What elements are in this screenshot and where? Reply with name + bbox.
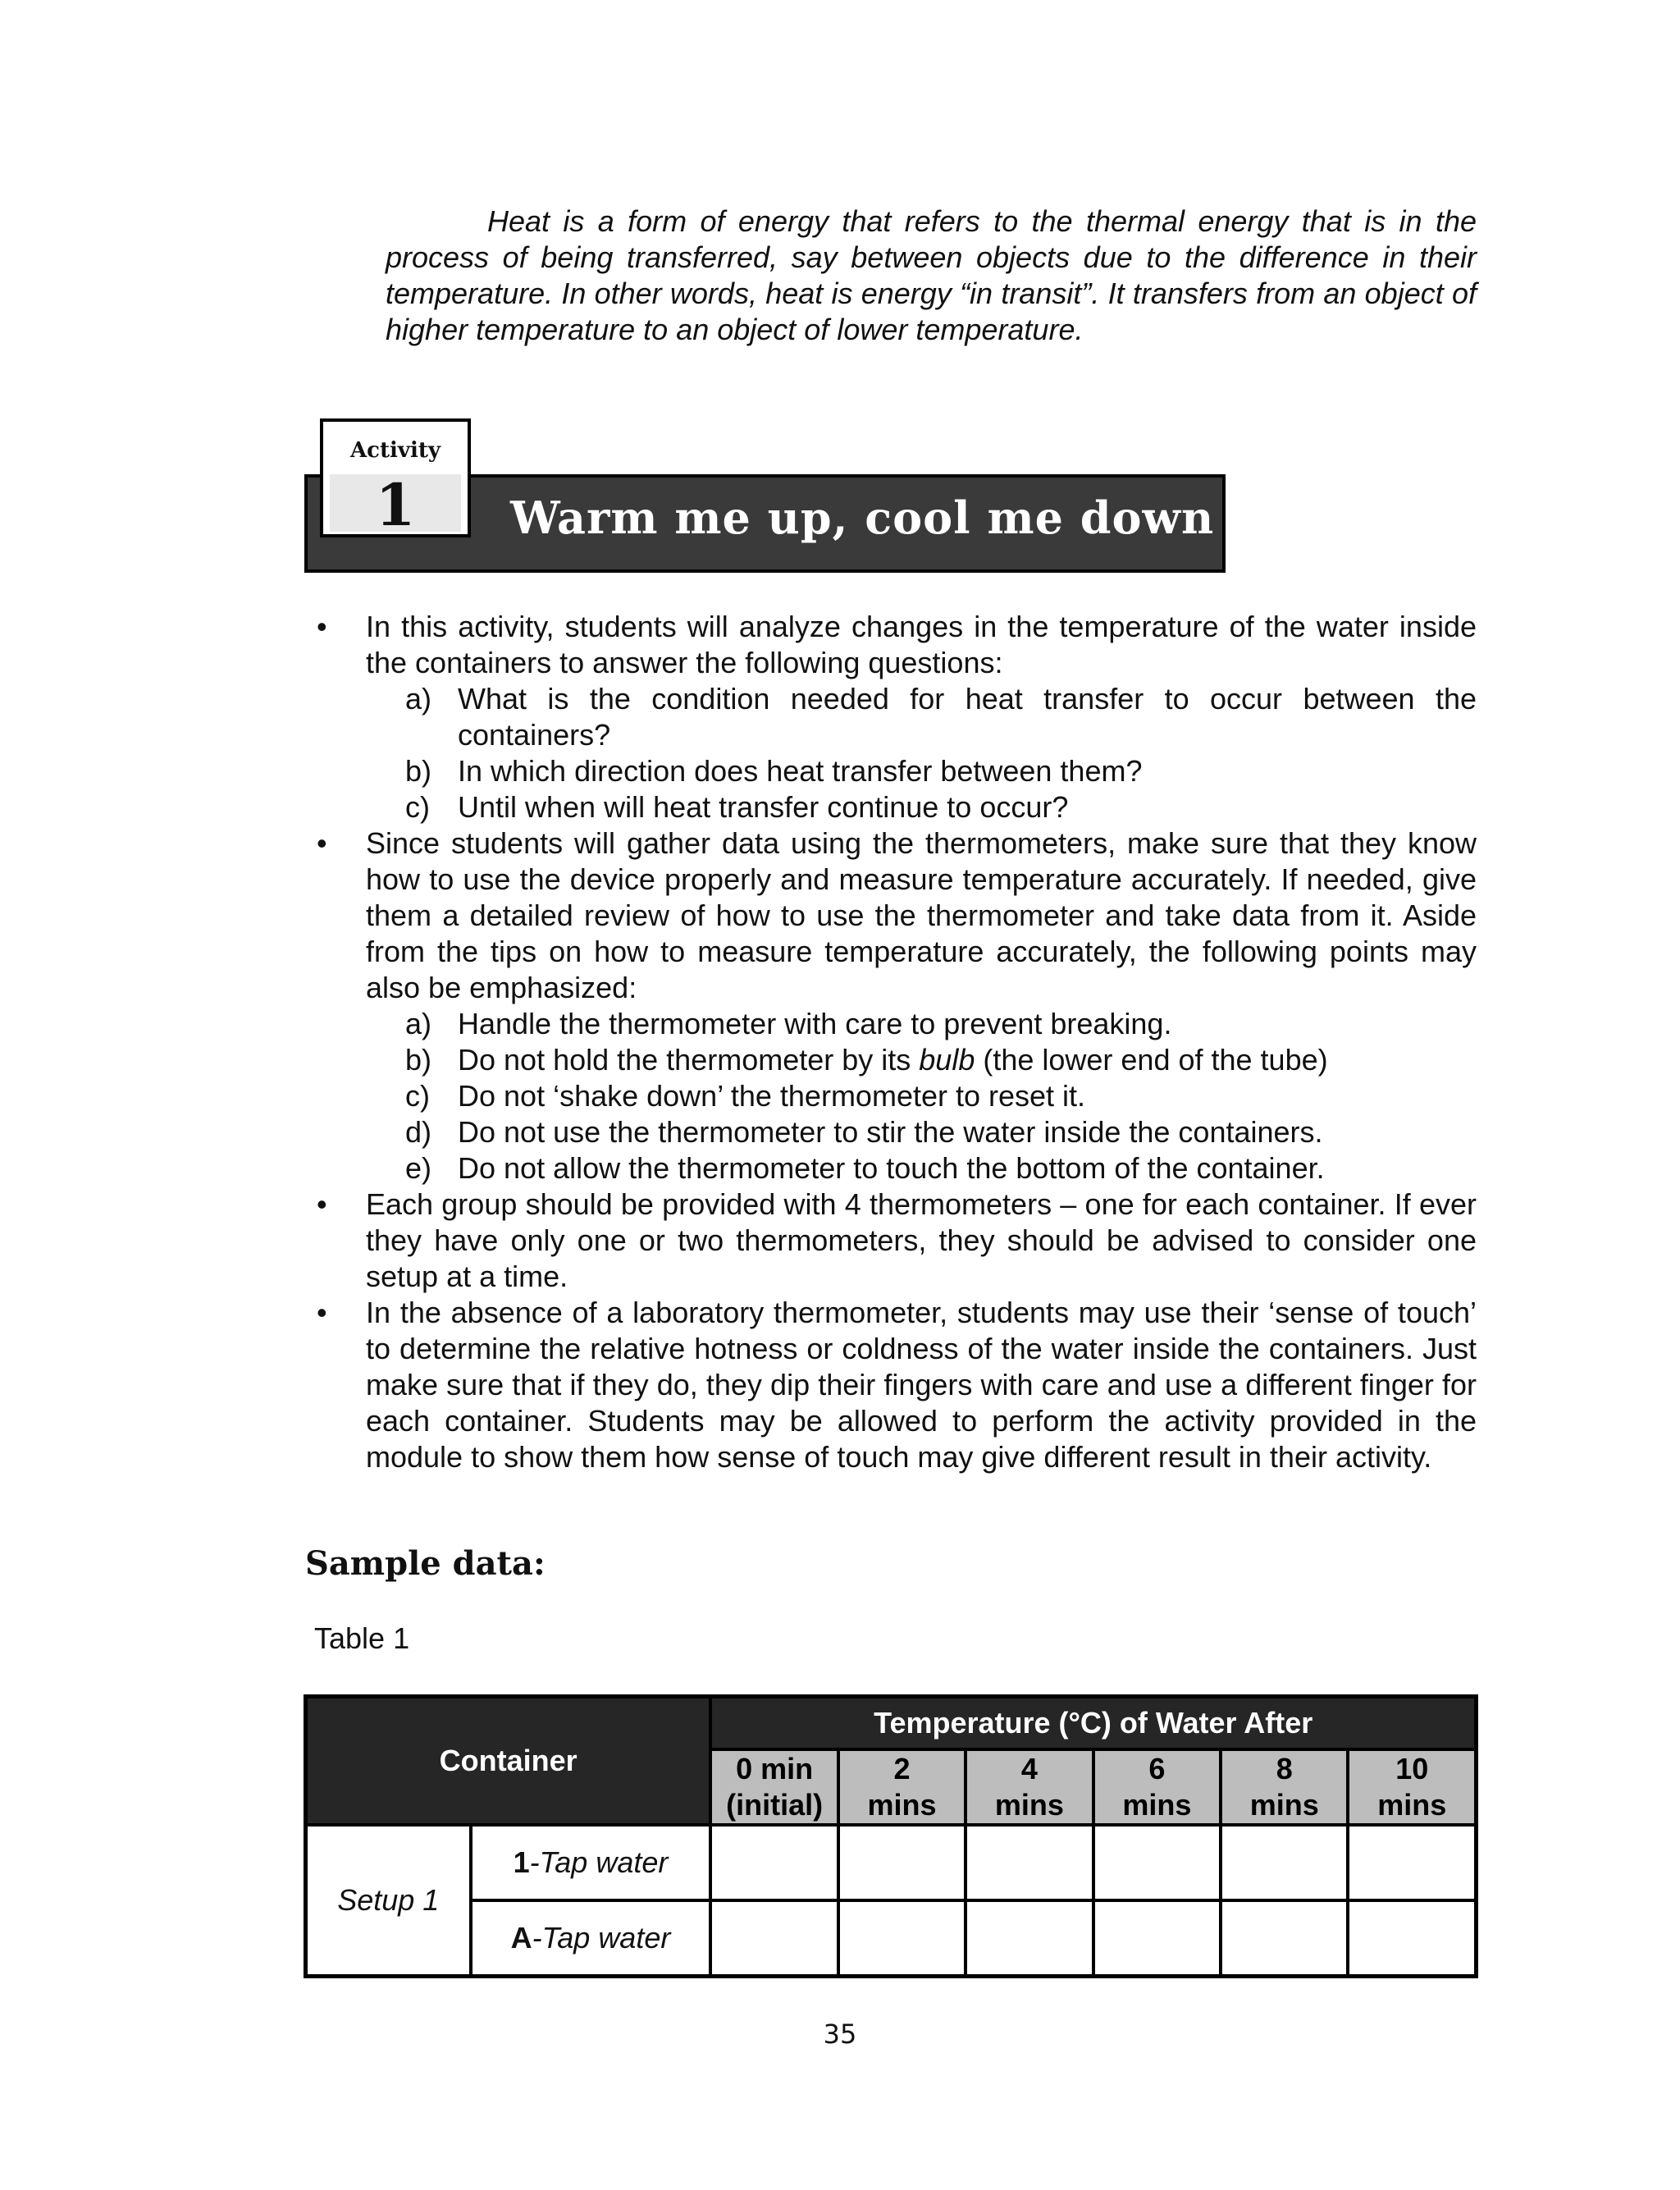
sub-item [405,1006,1477,1042]
bullet-item [317,1295,1477,1475]
activity-title: Warm me up, cool me down [510,491,1215,544]
bullet-item [317,1186,1477,1295]
setup-label: Setup 1 [306,1825,471,1976]
sub-item-text: Do not allow the thermometer to touch the bottom of the container. [458,1151,1325,1185]
bullet-text: In the absence of a laboratory thermometer, students may use their ‘sense of touch’ to determine the relative hotness or coldness of the water inside the containers. Just make sure that if they do, they dip their fingers with care and use a different finger for each container. Students may be allowed to perform the activity provided in the module to show them how sense of touch may give different result in their activity. [366,1296,1477,1474]
sub-item-text: Do not ‘shake down’ the thermometer to reset it. [458,1079,1086,1113]
time-header-line2: (initial) [726,1788,824,1822]
table-caption: Table 1 [314,1621,410,1655]
time-header [1221,1749,1348,1825]
sub-item [405,789,1477,825]
bullet-list [0,609,1680,1475]
sub-item-text: Do not use the thermometer to stir the water inside the containers. [458,1115,1323,1149]
sub-item [405,753,1477,789]
bullet-text: In this activity, students will analyze changes in the temperature of the water inside the containers to answer the following questions: [366,610,1477,679]
sub-item-text-post: (the lower end of the tube) [975,1043,1328,1077]
time-header-line2: mins [994,1788,1064,1822]
time-header [1348,1749,1476,1825]
activity-number: 1 [330,474,461,532]
table-cell [710,1900,838,1976]
sub-item-letter: d) [405,1115,432,1149]
temperature-table [304,1694,1478,1978]
sub-item-text: In which direction does heat transfer between them? [458,754,1143,788]
sub-item [405,1114,1477,1150]
time-header-line1: 2 [893,1752,911,1785]
sub-item-letter: a) [405,682,432,716]
sub-item [405,1042,1477,1078]
sub-item-letter: b) [405,1043,432,1077]
page-number: 35 [823,2019,857,2050]
sub-item-emphasis: bulb [919,1043,975,1077]
time-header [1093,1749,1221,1825]
sub-item-letter: a) [405,1007,432,1040]
time-header-line1: 6 [1148,1752,1166,1785]
time-header-line2: mins [1122,1788,1192,1822]
time-header-line2: mins [1249,1788,1319,1822]
time-header-line1: 10 [1395,1752,1429,1785]
activity-badge [320,418,471,537]
sub-item-text: What is the condition needed for heat transfer to occur between the containers? [458,682,1477,752]
temperature-header: Temperature (°C) of Water After [710,1697,1476,1749]
sub-item [405,681,1477,753]
bullet-icon: • [317,1187,327,1221]
container-row-label [471,1900,711,1976]
bullet-icon: • [317,610,327,643]
time-header-line1: 4 [1020,1752,1038,1785]
sub-item-text: Until when will heat transfer continue to occur? [458,790,1069,824]
table-cell [966,1825,1093,1900]
sample-data-heading: Sample data: [305,1544,546,1583]
sub-item-letter: c) [405,790,430,824]
sub-item-text-pre: Do not hold the thermometer by its [458,1043,920,1077]
table-cell [710,1825,838,1900]
table-cell [1221,1825,1348,1900]
time-header-line2: mins [1377,1788,1447,1822]
table-cell [1348,1900,1476,1976]
sub-item-text: Handle the thermometer with care to prevent breaking. [458,1007,1172,1040]
intro-paragraph: Heat is a form of energy that refers to the thermal energy that is in the process of being transferred, say between objects due to the difference in their temperature. In other words, heat is energy “in transit”. It transfers from an object of higher temperature to an object of lower temperature. [386,204,1477,346]
container-name: -Tap water [532,1921,671,1955]
container-row-label [471,1825,711,1900]
table-cell [1221,1900,1348,1976]
table-cell [1093,1900,1221,1976]
table-cell [1348,1825,1476,1900]
container-id: A [510,1921,532,1955]
sub-item-letter: c) [405,1079,430,1113]
sub-item-letter: e) [405,1151,432,1185]
bullet-item [317,609,1477,825]
container-id: 1 [513,1845,530,1879]
container-name: -Tap water [529,1845,669,1879]
time-header-line1: 0 min [736,1752,814,1785]
bullet-item [317,825,1477,1186]
sub-item-letter: b) [405,754,432,788]
sub-item [405,1150,1477,1186]
time-header [838,1749,966,1825]
bullet-text: Since students will gather data using the thermometers, make sure that they know how to use the device properly and measure temperature accurately. If needed, give them a detailed review of how to use the thermometer and take data from it. Aside from the tips on how to measure temperature accurately, the following points may also be emphasized: [366,826,1477,1004]
time-header-line2: mins [867,1788,937,1822]
activity-label: Activity [350,438,441,463]
time-header [710,1749,838,1825]
bullet-icon: • [317,826,327,860]
time-header-line1: 8 [1276,1752,1293,1785]
table-cell [838,1900,966,1976]
table-cell [966,1900,1093,1976]
sub-item [405,1078,1477,1114]
table-cell [1093,1825,1221,1900]
table-cell [838,1825,966,1900]
bullet-icon: • [317,1296,327,1329]
container-header: Container [306,1697,710,1825]
time-header [966,1749,1093,1825]
bullet-text: Each group should be provided with 4 thermometers – one for each container. If ever they have only one or two thermometers, they should be advised to consider one setup at a time. [366,1187,1477,1293]
